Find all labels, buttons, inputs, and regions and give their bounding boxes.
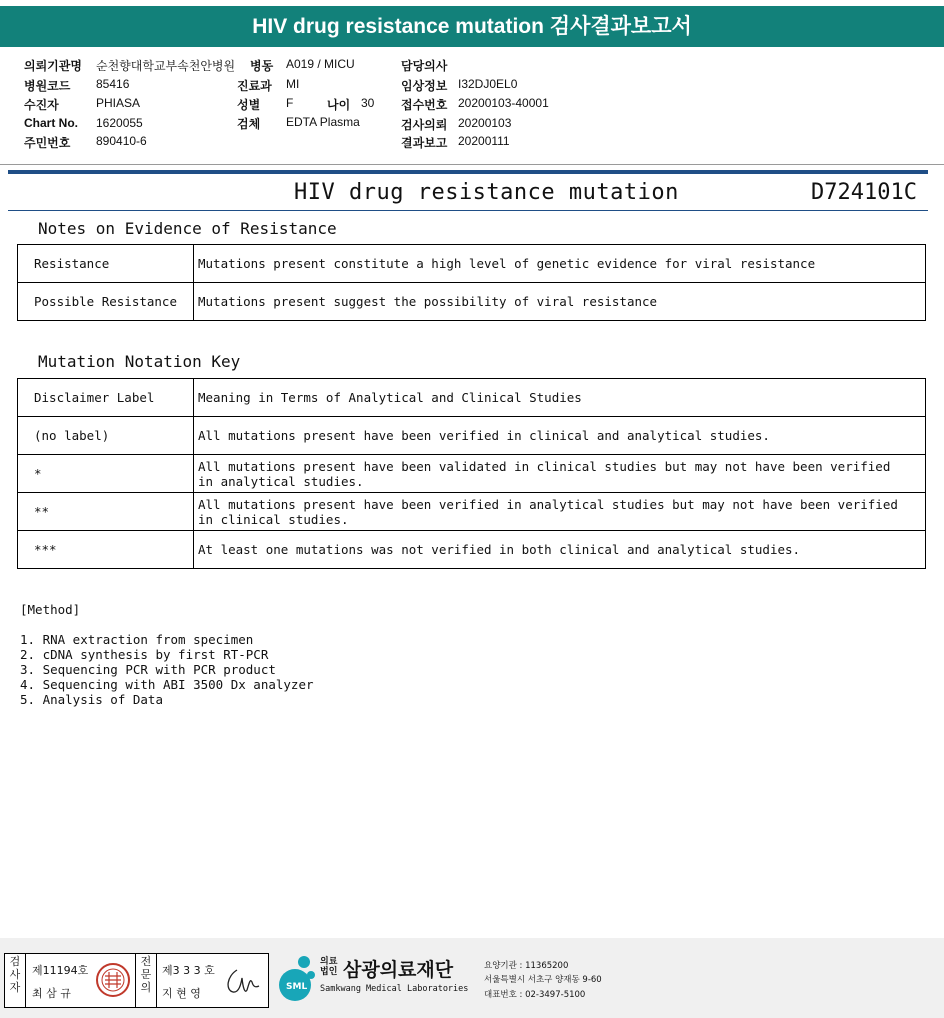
inspector-license: 제11194호 <box>32 964 89 977</box>
report-banner-title: HIV drug resistance mutation 검사결과보고서 <box>0 6 944 47</box>
key-label: ** <box>18 493 194 531</box>
chart-no-value: 1620055 <box>96 116 143 130</box>
specialist-name: 지 현 영 <box>162 987 201 1000</box>
clinical-info-label-text: 임상정보 <box>401 79 448 93</box>
sex-label <box>237 96 260 113</box>
document-title: HIV drug resistance mutation <box>294 180 679 205</box>
inspector-name: 최 삼 규 <box>32 987 71 1000</box>
notes-section-title: Notes on Evidence of Resistance <box>38 219 337 238</box>
doctor-label <box>401 57 447 74</box>
method-title: [Method] <box>20 602 81 617</box>
specialist-license: 제3 3 3 호 <box>162 964 215 977</box>
key-label: *** <box>18 531 194 569</box>
key-meaning: Meaning in Terms of Analytical and Clinical Studies <box>194 379 926 417</box>
title-rule-top <box>8 170 928 174</box>
sml-logo-icon <box>273 955 319 1003</box>
ward-label <box>250 57 273 74</box>
sex-value: F <box>286 96 294 110</box>
key-section-title: Mutation Notation Key <box>38 352 241 371</box>
signature-icon <box>223 964 263 998</box>
age-label <box>327 96 350 113</box>
method-step-4: 4. Sequencing with ABI 3500 Dx analyzer <box>20 677 314 692</box>
institution-field <box>24 57 82 74</box>
method-step-3: 3. Sequencing PCR with PCR product <box>20 662 276 677</box>
table-row <box>18 531 926 569</box>
key-table <box>17 378 926 569</box>
key-meaning: All mutations present have been verified in clinical and analytical studies. <box>194 417 926 455</box>
table-row <box>18 245 926 283</box>
table-row <box>18 493 926 531</box>
method-step-1: 1. RNA extraction from specimen <box>20 632 254 647</box>
doctor-label-text: 담당의사 <box>401 59 448 73</box>
hospital-code-value: 85416 <box>96 77 130 91</box>
institution-value: 순천향대학교부속천안병원 <box>96 59 236 73</box>
resident-no-value: 890410-6 <box>96 134 147 148</box>
resident-no-label <box>24 134 70 151</box>
notes-desc: Mutations present constitute a high level of genetic evidence for viral resistance <box>194 245 926 283</box>
key-label: (no label) <box>18 417 194 455</box>
request-date-label <box>401 116 447 133</box>
report-date-label-text: 결과보고 <box>401 136 448 150</box>
method-step-5: 5. Analysis of Data <box>20 692 163 707</box>
clinical-info-value: I32DJ0EL0 <box>458 77 518 91</box>
specialist-label <box>135 954 157 1007</box>
chart-no-label <box>24 116 78 130</box>
age-label-text: 나이 <box>327 98 351 112</box>
department-label <box>237 77 272 94</box>
lab-name: 삼광의료재단 <box>343 959 454 981</box>
sml-logo-text: SML <box>286 982 308 992</box>
institution-label: 의뢰기관명 <box>24 59 82 73</box>
lab-address: 서울특별시 서초구 양재동 9-60 <box>484 975 602 985</box>
resident-no-label-text: 주민번호 <box>24 136 71 150</box>
patient-label <box>24 96 59 113</box>
report-date-value: 20200111 <box>458 134 510 148</box>
lab-code: 요양기관 : 11365200 <box>484 961 569 971</box>
receipt-no-label <box>401 96 447 113</box>
table-row <box>18 455 926 493</box>
table-row <box>18 283 926 321</box>
notes-term: Possible Resistance <box>18 283 194 321</box>
table-row <box>18 379 926 417</box>
info-divider <box>0 164 944 165</box>
department-value: MI <box>286 77 300 91</box>
specialist-label-text: 전 문 의 <box>140 955 152 994</box>
department-label-text: 진료과 <box>237 79 272 93</box>
patient-value: PHIASA <box>96 96 141 110</box>
lab-name-english: Samkwang Medical Laboratories <box>320 984 469 994</box>
notes-desc: Mutations present suggest the possibility of viral resistance <box>194 283 926 321</box>
hospital-code-label-text: 병원코드 <box>24 79 71 93</box>
specimen-label-text: 검체 <box>237 117 261 131</box>
hospital-code-label <box>24 77 70 94</box>
method-step-2: 2. cDNA synthesis by first RT-PCR <box>20 647 269 662</box>
lab-corp-text: 의료 법인 <box>320 957 338 977</box>
title-rule-bottom <box>8 210 928 211</box>
sex-label-text: 성별 <box>237 98 261 112</box>
signature-box <box>4 953 269 1008</box>
key-label: Disclaimer Label <box>18 379 194 417</box>
age-value: 30 <box>361 96 375 110</box>
ward-label-text: 병동 <box>250 59 274 73</box>
clinical-info-label <box>401 77 447 94</box>
request-date-label-text: 검사의뢰 <box>401 118 448 132</box>
receipt-no-value: 20200103-40001 <box>458 96 549 110</box>
key-meaning: All mutations present have been verified in analytical studies but may not have been verified in clinical studies. <box>194 493 926 531</box>
key-label: * <box>18 455 194 493</box>
table-row <box>18 417 926 455</box>
lab-phone: 대표번호 : 02-3497-5100 <box>484 990 586 1000</box>
lab-corp-label <box>320 957 337 977</box>
key-meaning: All mutations present have been validated in clinical studies but may not have been verified in analytical studies. <box>194 455 926 493</box>
inspector-label-text: 검 사 자 <box>9 955 21 994</box>
specimen-value: EDTA Plasma <box>286 115 360 129</box>
inspector-seal-icon <box>95 962 131 998</box>
document-code: D724101C <box>811 180 917 205</box>
notes-term: Resistance <box>18 245 194 283</box>
inspector-label <box>5 954 26 1007</box>
key-meaning: At least one mutations was not verified in both clinical and analytical studies. <box>194 531 926 569</box>
request-date-value: 20200103 <box>458 116 512 130</box>
receipt-no-label-text: 접수번호 <box>401 98 448 112</box>
specimen-label <box>237 115 260 132</box>
report-date-label <box>401 134 447 151</box>
chart-no-label-text: Chart No. <box>24 116 78 130</box>
notes-table <box>17 244 926 321</box>
patient-label-text: 수진자 <box>24 98 59 112</box>
ward-value: A019 / MICU <box>286 57 355 71</box>
